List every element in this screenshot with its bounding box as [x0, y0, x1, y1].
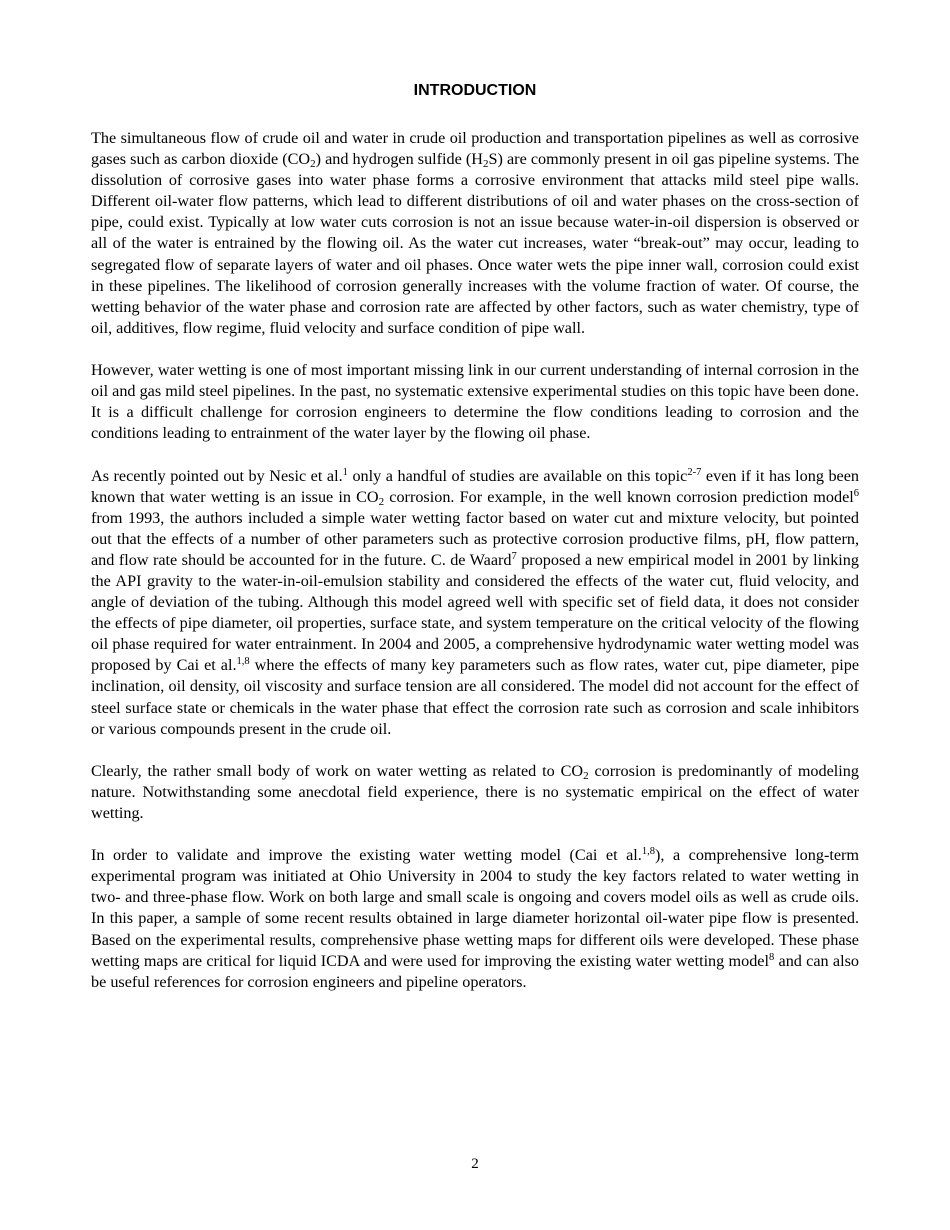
text-run: ) and hydrogen sulfide (H: [315, 150, 484, 169]
text-run: from 1993, the authors included a simple water wetting factor based on water cut and mixture velocity, but pointed out that the effects of a number of other parameters such as protective corrosion productive films, pH, flow pattern, and flow rate should be accounted for in the future. C. de Waard: [91, 508, 859, 569]
text-run: even if it has long been known that water wetting is an issue in CO: [91, 466, 860, 506]
text-run: corrosion. For example, in the well known corrosion prediction model: [384, 487, 854, 506]
citation-superscript: 1: [342, 466, 348, 478]
text-run: S) are commonly present in oil gas pipeline systems. The dissolution of corrosive gases into water phase forms a corrosive environment that attacks mild steel pipe walls. Different oil-water flow patterns, which lead to different distributions of oil and water phases on the cross-section of pipe, could exist. Typically at low water cuts corrosion is not an issue because water-in-oil dispersion is observed or all of the water is entrained by the flowing oil. As the water cut increases, water “break-out” may occur, leading to segregated flow of separate layers of water and oil phases. Once water wets the pipe inner wall, corrosion could exist in these pipelines. The likelihood of corrosion generally increases with the volume fraction of water. Of course, the wetting behavior of the water phase and corrosion rate are affected by other factors, such as water chemistry, type of oil, additives, flow regime, fluid velocity and surface condition of pipe wall.: [91, 150, 859, 337]
text-run: In order to validate and improve the existing water wetting model (Cai et al.: [91, 846, 642, 865]
citation-superscript: 1,8: [236, 656, 250, 668]
section-heading: INTRODUCTION: [413, 82, 537, 99]
text-run: The simultaneous flow of crude oil and water in crude oil production and transportation pipelines as well as corrosive gases such as carbon dioxide (CO: [91, 129, 859, 169]
text-run: only a handful of studies are available on this topic: [347, 466, 688, 485]
text-run: ), a comprehensive long-term experimental program was initiated at Ohio University in 2004 to study the key factors related to water wetting in two- and three-phase flow. Work on both large and small scale is ongoing and covers model oils as well as crude oils. In this paper, a sample of some recent results obtained in large diameter horizontal oil-water pipe flow is presented. Based on the experimental results, comprehensive phase wetting maps for different oils were developed. These phase wetting maps are critical for liquid ICDA and were used for improving the existing water wetting model: [91, 846, 859, 970]
text-run: corrosion is predominantly of modeling nature. Notwithstanding some anecdotal field experience, there is no systematic empirical on the effect of water wetting.: [91, 761, 859, 822]
subscript: 2: [583, 769, 589, 782]
citation-superscript: 1,8: [641, 846, 655, 858]
page-number: 2: [471, 1156, 479, 1172]
subscript: 2: [483, 158, 489, 171]
citation-superscript: 8: [769, 951, 775, 963]
text-run: and can also be useful references for corrosion engineers and pipeline operators.: [91, 951, 859, 991]
text-run: As recently pointed out by Nesic et al.: [91, 466, 343, 485]
paragraph-3: [91, 466, 859, 740]
citation-superscript: 7: [511, 550, 517, 562]
paragraph-1: [91, 128, 859, 339]
paragraph-5: [91, 845, 859, 993]
paragraph-4: [91, 761, 859, 824]
text-run: Clearly, the rather small body of work on water wetting as related to CO: [91, 761, 584, 780]
citation-superscript: 6: [853, 487, 860, 499]
citation-superscript: 2-7: [687, 466, 702, 478]
paragraph-2: However, water wetting is one of most important missing link in our current understanding of internal corrosion in the oil and gas mild steel pipelines. In the past, no systematic extensive experimental studies on this topic have been done. It is a difficult challenge for corrosion engineers to determine the flow conditions leading to corrosion and the conditions leading to entrainment of the water layer by the flowing oil phase.: [91, 361, 859, 443]
text-run: proposed a new empirical model in 2001 by linking the API gravity to the water-in-oil-emulsion stability and considered the effects of the water cut, fluid velocity, and angle of deviation of the tubing. Although this model agreed well with specific set of field data, it does not consider the effects of pipe diameter, oil properties, surface state, and system temperature on the critical velocity of the flowing oil phase required for water entrainment. In 2004 and 2005, a comprehensive hydrodynamic water wetting model was proposed by Cai et al.: [91, 550, 859, 675]
text-run: where the effects of many key parameters such as flow rates, water cut, pipe diameter, pipe inclination, oil density, oil viscosity and surface tension are all considered. The model did not account for the effect of steel surface state or chemicals in the water phase that effect the corrosion rate such as corrosion and scale inhibitors or various compounds present in the crude oil.: [91, 656, 860, 738]
subscript: 2: [310, 158, 316, 171]
body-text: [91, 128, 859, 1014]
subscript: 2: [378, 495, 385, 508]
